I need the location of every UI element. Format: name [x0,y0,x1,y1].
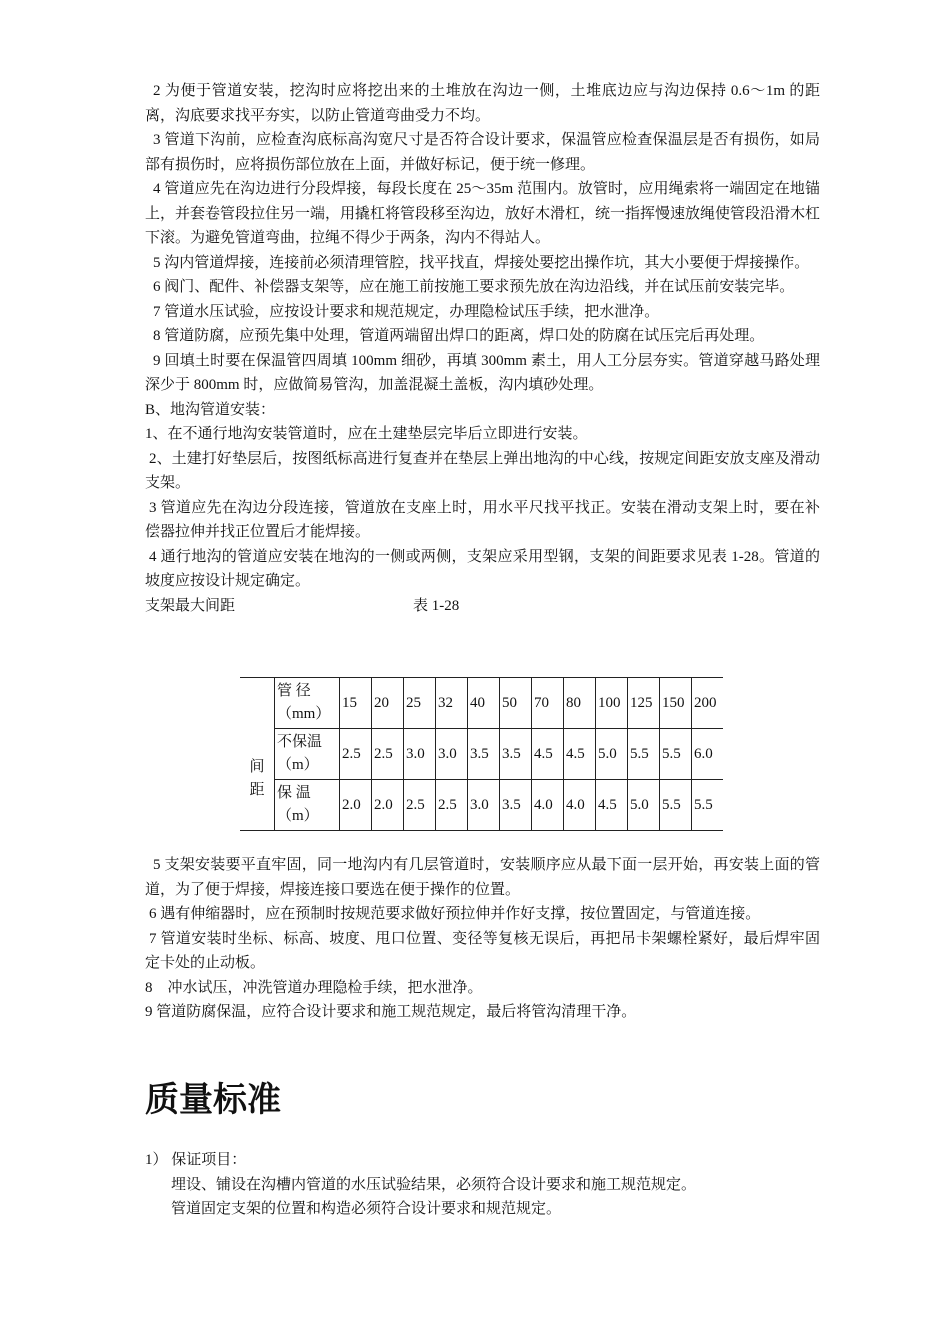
diameter-cell: 200 [692,678,724,729]
paragraph-a8: 8 管道防腐，应预先集中处理，管道两端留出焊口的距离，焊口处的防腐在试压完后再处理。 [153,328,765,344]
quality-item-title: 1） 保证项目： [145,1152,247,1168]
paragraph-a7: 7 管道水压试验，应按设计要求和规范规定，办理隐检试压手续，把水泄净。 [153,303,660,320]
spacing-cell: 5.5 [628,729,660,780]
spacing-cell: 5.0 [596,729,628,780]
paragraph-a2: 2 为便于管道安装，挖沟时应将挖出来的土堆放在沟边一侧，土堆底边应与沟边保持 0.6～1m 的距离，沟底要求找平夯实，以防止管道弯曲受力不均。 [145,83,820,124]
spacing-cell: 3.5 [468,729,500,780]
spacing-cell: 3.5 [500,780,532,831]
spacing-cell: 5.5 [692,780,724,831]
spacing-cell: 3.0 [436,729,468,780]
paragraph-b4: 4 通行地沟的管道应安装在地沟的一侧或两侧，支架应采用型钢，支架的间距要求见表 1-28。管道的坡度应按设计规定确定。 [145,548,820,589]
paragraph-c5: 5 支架安装要平直牢固，同一地沟内有几层管道时，安装顺序应从最下面一层开始，再安装上面的管道，为了便于焊接，焊接连接口要选在便于操作的位置。 [145,857,820,898]
diameter-cell: 150 [660,678,692,729]
diameter-cell: 70 [532,678,564,729]
diameter-cell: 40 [468,678,500,729]
diameter-cell: 20 [372,678,404,729]
spacing-cell: 5.5 [660,780,692,831]
diameter-cell: 15 [340,678,372,729]
spacing-cell: 4.5 [596,780,628,831]
quality-section [145,1148,820,1222]
spacing-cell: 4.5 [564,729,596,780]
table-caption-title: 支架最大间距 [145,597,236,614]
paragraph-a4: 4 管道应先在沟边进行分段焊接，每段长度在 25～35m 范围内。放管时，应用绳索将一端固定在地锚上，并套卷管段拉住另一端，用撬杠将管段移至沟边，放好木滑杠，统一指挥慢速放绳使管段沿滑木杠下滚。为避免管道弯曲，拉绳不得少于两条，沟内不得站人。 [145,181,821,246]
paragraph-b2: 2、土建打好垫层后，按图纸标高进行复查并在垫层上弹出地沟的中心线，按规定间距安放支座及滑动支架。 [145,450,820,491]
quality-line: 埋设、铺设在沟槽内管道的水压试验结果，必须符合设计要求和施工规范规定。 [171,1176,697,1193]
spacing-cell: 2.0 [340,780,372,831]
spacing-cell: 4.5 [532,729,564,780]
paragraph-a5: 5 沟内管道焊接，连接前必须清理管腔，找平找直，焊接处要挖出操作坑，其大小要便于焊接操作。 [153,254,810,271]
spacing-cell: 4.0 [564,780,596,831]
spacing-cell: 5.5 [660,729,692,780]
spacing-cell: 5.0 [628,780,660,831]
table-row-uninsulated [240,729,723,780]
diameter-cell: 100 [596,678,628,729]
paragraph-c8: 8 冲水试压，冲洗管道办理隐检手续，把水泄净。 [145,979,483,996]
diameter-cell: 32 [436,678,468,729]
table-row-insulated [240,780,723,831]
spacing-cell: 3.5 [500,729,532,780]
diameter-cell: 125 [628,678,660,729]
spacing-cell: 2.0 [372,780,404,831]
spacing-cell: 3.0 [404,729,436,780]
section-b-title: B、地沟管道安装： [145,401,276,418]
table-number: 表 1-28 [413,597,460,614]
paragraph-b1: 1、在不通行地沟安装管道时，应在土建垫层完毕后立即进行安装。 [145,426,588,442]
paragraph-a3: 3 管道下沟前，应检查沟底标高沟宽尺寸是否符合设计要求，保温管应检查保温层是否有损伤，如局部有损伤时，应将损伤部位放在上面，并做好标记，便于统一修理。 [145,132,820,173]
paragraph-a6: 6 阀门、配件、补偿器支架等，应在施工前按施工要求预先放在沟边沿线，并在试压前安装完毕。 [153,279,795,295]
row-label-insulated: 保 温 （m） [275,780,340,831]
spacing-cell: 2.5 [372,729,404,780]
row-label-uninsulated: 不保温 （m） [275,729,340,780]
paragraph-c6: 6 遇有伸缩器时，应在预制时按规范要求做好预拉伸并作好支撑，按位置固定，与管道连接。 [149,906,761,922]
table-header-row [240,678,723,729]
quality-line: 管道固定支架的位置和构造必须符合设计要求和规范规定。 [171,1201,562,1217]
diameter-cell: 25 [404,678,436,729]
support-spacing-table [240,677,723,831]
spacing-cell: 6.0 [692,729,724,780]
paragraph-c9: 9 管道防腐保温，应符合设计要求和施工规范规定，最后将管沟清理干净。 [145,1004,637,1020]
spacing-cell: 2.5 [340,729,372,780]
paragraph-a9: 9 回填土时要在保温管四周填 100mm 细砂，再填 300mm 素土，用人工分层夯实。管道穿越马路处理深少于 800mm 时，应做简易管沟，加盖混凝土盖板，沟内填砂处理。 [145,352,820,393]
spacing-cell: 2.5 [436,780,468,831]
spacing-cell: 3.0 [468,780,500,831]
section-a [145,79,820,618]
quality-heading: 质量标准 [145,1080,281,1120]
paragraph-c7: 7 管道安装时坐标、标高、坡度、甩口位置、变径等复核无误后，再把吊卡架螺栓紧好，最后焊牢固定卡处的止动板。 [145,930,820,971]
diameter-cell: 80 [564,678,596,729]
section-c [145,853,820,1025]
diameter-header: 管 径 （mm） [275,678,340,729]
table-caption [145,594,820,618]
paragraph-b3: 3 管道应先在沟边分段连接，管道放在支座上时，用水平尺找平找正。安装在滑动支架上时，要在补偿器拉伸并找正位置后才能焊接。 [145,499,820,540]
table-corner-cell [240,678,275,729]
spacing-cell: 4.0 [532,780,564,831]
row-group-label: 间 距 [240,729,275,831]
spacing-cell: 2.5 [404,780,436,831]
diameter-cell: 50 [500,678,532,729]
